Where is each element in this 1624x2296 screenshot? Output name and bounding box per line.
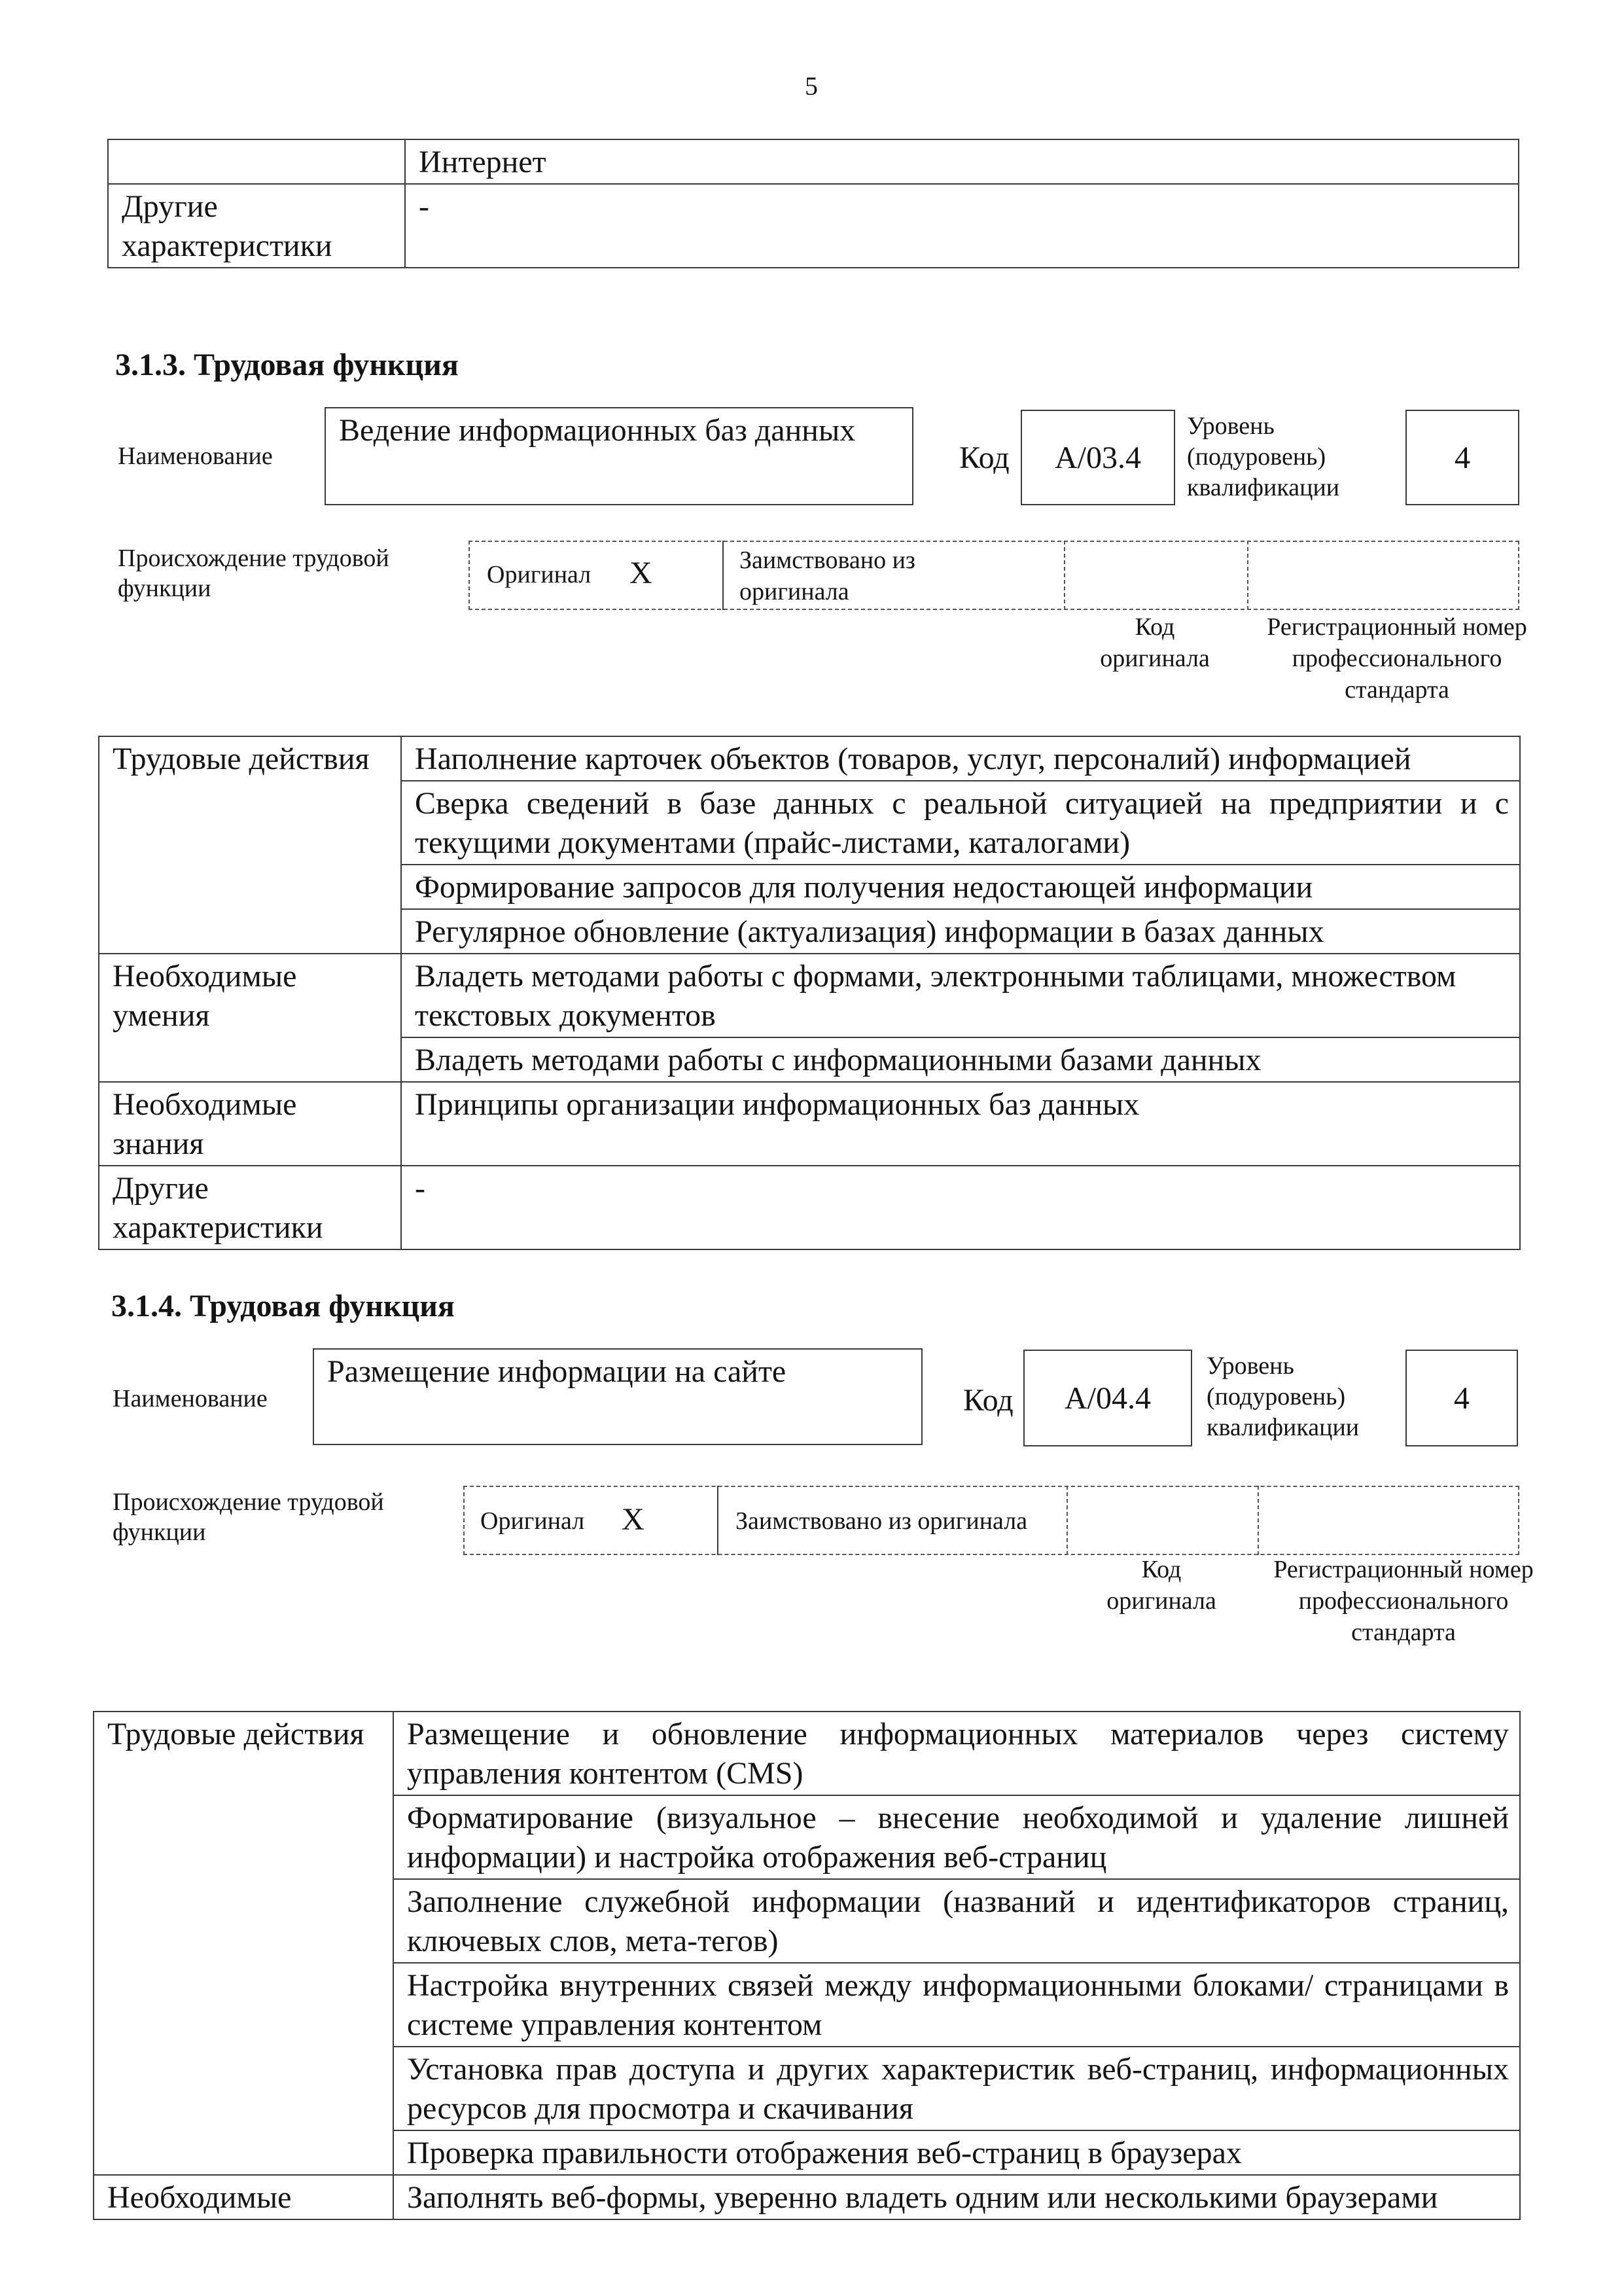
name-label: Наименование xyxy=(113,1385,268,1412)
borrowed-label: Заимствовано из оригинала xyxy=(739,547,915,605)
origin-divider xyxy=(1247,541,1248,610)
code-label: Код xyxy=(963,1383,1014,1418)
original-mark: X xyxy=(629,556,652,590)
table-cell xyxy=(108,139,405,184)
table-cell: Размещение и обновление информационных материалов через систему управления контентом (CMS) xyxy=(393,1712,1520,1795)
level-label-line: квалификации xyxy=(1207,1414,1360,1441)
row-header: Необходимые умения xyxy=(99,954,401,1082)
row-header: Трудовые действия xyxy=(99,736,401,954)
level-label-line: Уровень xyxy=(1187,412,1275,440)
row-header: Необходимые знания xyxy=(99,1082,401,1166)
row-header: Трудовые действия xyxy=(94,1712,393,2175)
code-box: A/04.4 xyxy=(1023,1350,1192,1446)
table-row xyxy=(99,954,1520,1037)
origin-divider xyxy=(722,541,724,610)
code-box: A/03.4 xyxy=(1021,410,1175,505)
level-label-line: квалификации xyxy=(1187,474,1340,501)
level-label-line: (подуровень) xyxy=(1207,1383,1346,1410)
table-cell: Заполнять веб-формы, уверенно владеть одним или несколькими браузерами xyxy=(393,2175,1520,2219)
level-box: 4 xyxy=(1405,410,1519,505)
code-label: Код xyxy=(959,440,1010,475)
row-header: Другие характеристики xyxy=(99,1166,401,1249)
table-cell: - xyxy=(401,1166,1520,1249)
origin-divider xyxy=(1064,541,1065,610)
table-row xyxy=(108,139,1519,184)
reg-number-caption: Регистрационный номер профессионального стандарта xyxy=(1267,613,1527,704)
table-cell: Форматирование (визуальное – внесение необходимой и удаление лишней информации) и настройка отображения веб-страниц xyxy=(393,1795,1520,1879)
level-label-line: Уровень xyxy=(1207,1352,1294,1380)
labor-function-table xyxy=(93,1711,1521,2220)
labor-function-table xyxy=(98,736,1521,1250)
level-label xyxy=(1187,411,1339,503)
table-cell: Регулярное обновление (актуализация) информации в базах данных xyxy=(401,909,1520,954)
name-label: Наименование xyxy=(118,442,273,470)
original-label: Оригинал xyxy=(487,561,591,588)
table-row xyxy=(99,736,1520,781)
origin-divider xyxy=(717,1486,718,1555)
table-cell: Установка прав доступа и других характеристик веб-страниц, информационных ресурсов для просмотра и скачивания xyxy=(393,2047,1520,2130)
table-row xyxy=(99,1082,1520,1166)
level-label-line: (подуровень) xyxy=(1187,443,1326,471)
top-table xyxy=(107,139,1519,268)
function-name-box: Размещение информации на сайте xyxy=(313,1348,923,1445)
page-number: 5 xyxy=(805,71,818,101)
table-cell: Сверка сведений в базе данных с реальной ситуацией на предприятии и с текущими документами (прайс-листами, каталогами) xyxy=(401,781,1520,865)
level-box: 4 xyxy=(1405,1350,1518,1446)
table-cell: Настройка внутренних связей между информационными блоками/ страницами в системе управления контентом xyxy=(393,1963,1520,2047)
level-label xyxy=(1207,1351,1359,1443)
row-header: Необходимые xyxy=(94,2175,393,2219)
table-cell: Владеть методами работы с формами, электронными таблицами, множеством текстовых документов xyxy=(401,954,1520,1037)
table-cell: - xyxy=(405,184,1519,268)
original-label: Оригинал xyxy=(480,1507,585,1535)
table-row xyxy=(108,184,1519,268)
table-cell: Интернет xyxy=(405,139,1519,184)
table-cell: Проверка правильности отображения веб-страниц в браузерах xyxy=(393,2130,1520,2175)
section-heading: 3.1.4. Трудовая функция xyxy=(111,1289,455,1323)
table-cell: Владеть методами работы с информационными базами данных xyxy=(401,1037,1520,1082)
table-row xyxy=(99,1166,1520,1249)
origin-table xyxy=(468,541,1519,610)
table-row xyxy=(94,2175,1520,2219)
code-original-caption: Код оригинала xyxy=(1106,1556,1216,1615)
table-cell: Заполнение служебной информации (названий и идентификаторов страниц, ключевых слов, мета-тегов) xyxy=(393,1879,1520,1963)
table-row xyxy=(94,1712,1520,1795)
function-name-box: Ведение информационных баз данных xyxy=(325,407,913,505)
origin-label: Происхождение трудовой функции xyxy=(113,1488,384,1546)
origin-divider xyxy=(1258,1486,1259,1555)
origin-label: Происхождение трудовой функции xyxy=(118,545,389,602)
original-mark: X xyxy=(622,1502,644,1537)
table-cell: Наполнение карточек объектов (товаров, услуг, персоналий) информацией xyxy=(401,736,1520,781)
table-cell: Формирование запросов для получения недостающей информации xyxy=(401,865,1520,909)
borrowed-label: Заимствовано из оригинала xyxy=(735,1507,1028,1535)
table-cell: Другие характеристики xyxy=(108,184,405,268)
section-heading: 3.1.3. Трудовая функция xyxy=(115,348,459,382)
code-original-caption: Код оригинала xyxy=(1100,613,1210,672)
reg-number-caption: Регистрационный номер профессионального стандарта xyxy=(1273,1556,1534,1646)
table-cell: Принципы организации информационных баз данных xyxy=(401,1082,1520,1166)
origin-divider xyxy=(1067,1486,1068,1555)
